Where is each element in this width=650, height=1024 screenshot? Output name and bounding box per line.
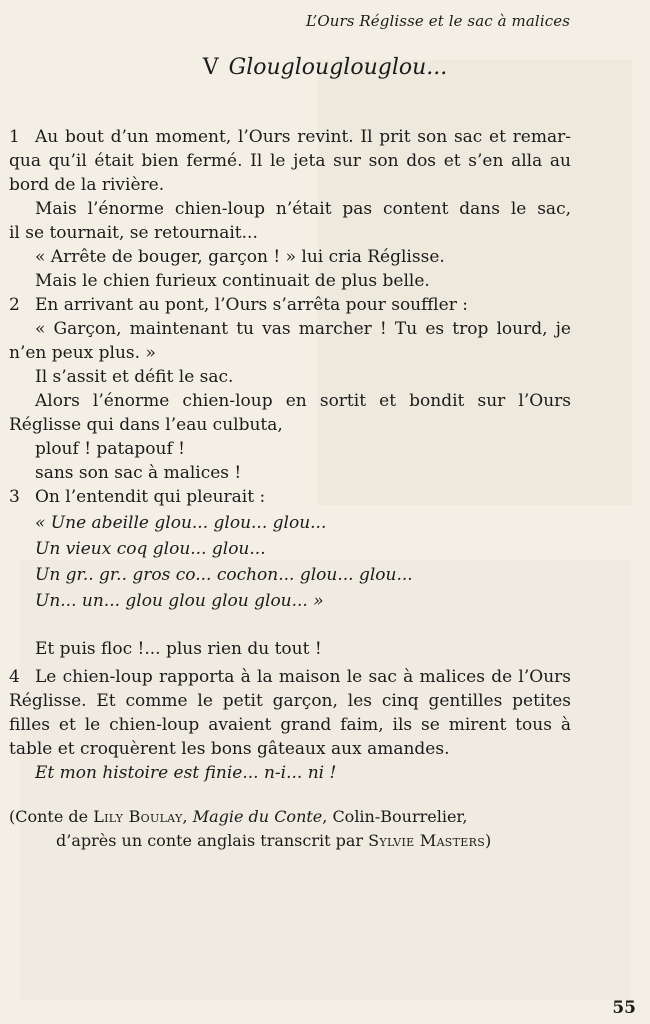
paragraph-2-line-2: « Garçon, maintenant tu vas marcher ! Tu es trop lourd, je: [35, 319, 571, 339]
citation-translator: Sylvie Masters: [368, 831, 486, 850]
chapter-number: V: [202, 55, 219, 80]
paragraph-1-line-5: il se tournait, se retournait...: [9, 223, 258, 243]
citation-author: Lily Boulay: [93, 807, 183, 826]
paragraph-3-line-1: 3 On l’entendit qui pleurait :: [9, 487, 266, 507]
paragraph-3-verse-1: « Une abeille glou... glou... glou...: [35, 513, 327, 533]
paragraph-2-line-4: Il s’assit et défit le sac.: [35, 367, 234, 387]
paragraph-number: 2: [9, 295, 20, 315]
paragraph-1-line-1: 1 Au bout d’un moment, l’Ours revint. Il prit son sac et remar-: [9, 127, 571, 147]
citation-line-2: d’après un conte anglais transcrit par Sylvie Masters): [56, 831, 492, 850]
paragraph-3-verse-4: Un... un... glou glou glou glou... »: [35, 591, 324, 611]
paragraph-4-line-2: Réglisse. Et comme le petit garçon, les cinq gentilles petites: [9, 691, 571, 711]
paragraph-number: 1: [9, 127, 20, 147]
paragraph-3-verse-2: Un vieux coq glou... glou...: [35, 539, 266, 559]
paragraph-2-line-1: 2 En arrivant au pont, l’Ours s’arrêta pour souffler :: [9, 295, 468, 315]
paragraph-number: 4: [9, 667, 20, 687]
paragraph-2-line-7: plouf ! patapouf !: [35, 439, 186, 459]
citation-line-1: (Conte de Lily Boulay, Magie du Conte, Colin-Bourrelier,: [9, 807, 468, 826]
paragraph-2-line-6: Réglisse qui dans l’eau culbuta,: [9, 415, 283, 435]
chapter-title-text: Glouglouglouglou...: [228, 55, 448, 80]
paragraph-1-line-3: bord de la rivière.: [9, 175, 165, 195]
paragraph-4-line-1: 4 Le chien-loup rapporta à la maison le sac à malices de l’Ours: [9, 667, 571, 687]
chapter-title: [0, 55, 650, 80]
paragraph-2-line-8: sans son sac à malices !: [35, 463, 242, 483]
paragraph-2-line-5: Alors l’énorme chien-loup en sortit et bondit sur l’Ours: [35, 391, 571, 411]
paragraph-1-line-4: Mais l’énorme chien-loup n’était pas content dans le sac,: [35, 199, 571, 219]
citation-work: Magie du Conte: [192, 807, 323, 826]
paragraph-2-line-3: n’en peux plus. »: [9, 343, 156, 363]
paragraph-1-line-2: qua qu’il était bien fermé. Il le jeta sur son dos et s’en alla au: [9, 151, 571, 171]
paragraph-3-verse-3: Un gr.. gr.. gros co... cochon... glou... glou...: [35, 565, 413, 585]
paragraph-number: 3: [9, 487, 20, 507]
paragraph-1-line-6: « Arrête de bouger, garçon ! » lui cria Réglisse.: [35, 247, 445, 267]
page-number: 55: [612, 998, 636, 1018]
paragraph-4-line-4: table et croquèrent les bons gâteaux aux amandes.: [9, 739, 450, 759]
paragraph-4-closing: Et mon histoire est finie... n-i... ni !: [35, 763, 337, 783]
running-head: L’Ours Réglisse et le sac à malices: [305, 12, 570, 30]
paragraph-3-line-6: Et puis floc !... plus rien du tout !: [35, 639, 322, 659]
paragraph-1-line-7: Mais le chien furieux continuait de plus belle.: [35, 271, 430, 291]
paragraph-4-line-3: filles et le chien-loup avaient grand faim, ils se mirent tous à: [9, 715, 571, 735]
